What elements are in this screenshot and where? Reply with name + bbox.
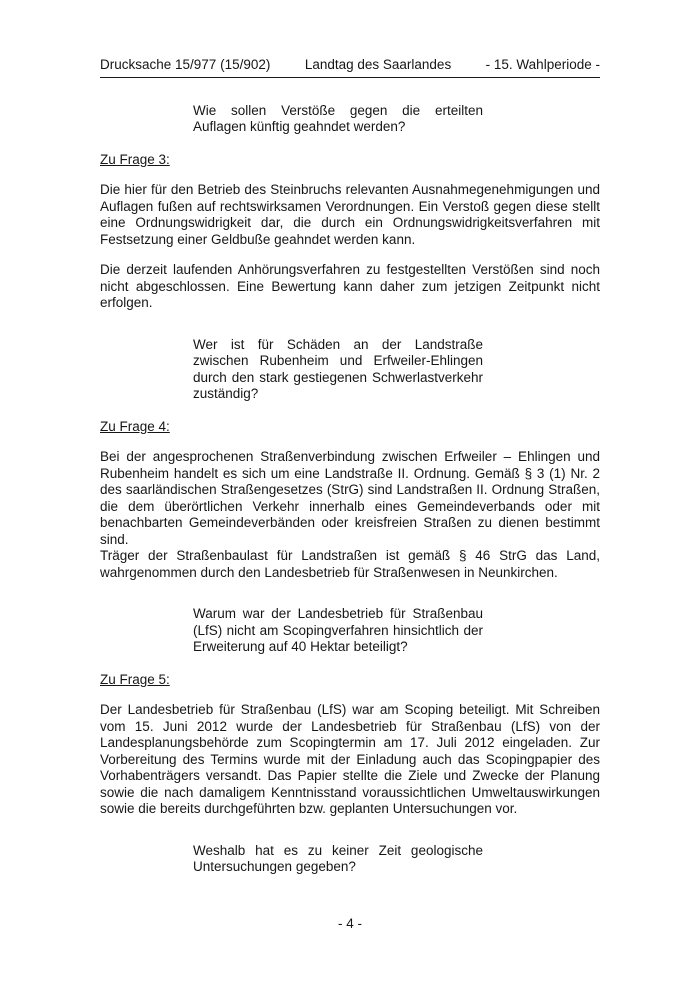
quoted-question-1: Wie sollen Verstöße gegen die erteilten Auflagen künftig geahndet werden?: [193, 102, 483, 134]
header-period: - 15. Wahlperiode -: [485, 57, 600, 72]
document-header: [100, 57, 600, 78]
heading-frage-4: Zu Frage 4:: [100, 418, 170, 434]
answer-frage-4-para-2: Träger der Straßenbaulast für Landstraßen ist gemäß § 46 StrG das Land, wahrgenommen durch den Landesbetrieb für Straßenwesen in Neunkirchen.: [100, 548, 600, 580]
answer-frage-3-para-2: Die derzeit laufenden Anhörungsverfahren zu festgestellten Verstößen sind noch nicht abgeschlossen. Eine Bewertung kann daher zum jetzigen Zeitpunkt nicht erfolgen.: [100, 262, 600, 310]
heading-frage-3: Zu Frage 3:: [100, 151, 170, 167]
header-doc-number: Drucksache 15/977 (15/902): [100, 57, 271, 72]
quoted-question-3: Warum war der Landesbetrieb für Straßenbau (LfS) nicht am Scopingverfahren hinsichtlich der Erweiterung auf 40 Hektar beteiligt?: [193, 606, 483, 654]
answer-frage-5-para-1: Der Landesbetrieb für Straßenbau (LfS) war am Scoping beteiligt. Mit Schreiben vom 15. Juni 2012 wurde der Landesbetrieb für Straßenbau (LfS) von der Landesplanungsbehörde zum Scopingtermin am 17. Juli 2012 eingeladen. Zur Vorbereitung des Termins wurde mit der Einladung auch das Scopingpapier des Vorhabenträgers versandt. Das Papier stellte die Ziele und Zwecke der Planung sowie die nach damaligem Kenntnisstand voraussichtlichen Umweltauswirkungen sowie die bereits durchgeführten bzw. geplanten Untersuchungen vor.: [100, 702, 600, 816]
answer-frage-3-para-1: Die hier für den Betrieb des Steinbruchs relevanten Ausnahmegenehmigungen und Auflagen fußen auf rechtswirksamen Verordnungen. Ein Verstoß gegen diese stellt eine Ordnungswidrigkeit dar, die durch ein Ordnungswidrigkeitsverfahren mit Festsetzung einer Geldbuße geahndet werden kann.: [100, 182, 600, 247]
quoted-question-4: Weshalb hat es zu keiner Zeit geologische Untersuchungen gegeben?: [193, 842, 483, 874]
heading-frage-5: Zu Frage 5:: [100, 671, 170, 687]
answer-frage-4-para-1: Bei der angesprochenen Straßenverbindung zwischen Erfweiler – Ehlingen und Rubenheim handelt es sich um eine Landstraße II. Ordnung. Gemäß § 3 (1) Nr. 2 des saarländischen Straßengesetzes (StrG) sind Landstraßen II. Ordnung Straßen, die dem überörtlichen Verkehr innerhalb eines Gemeindeverbands oder mit benachbarten Gemeindeverbänden oder kreisfreien Straßen zu dienen bestimmt sind.: [100, 449, 600, 547]
page-number: - 4 -: [337, 916, 362, 931]
answer-frage-4: [100, 449, 600, 581]
header-title: Landtag des Saarlandes: [304, 57, 452, 72]
quoted-question-2: Wer ist für Schäden an der Landstraße zwischen Rubenheim und Erfweiler-Ehlingen durch den stark gestiegenen Schwerlastverkehr zuständig?: [193, 336, 483, 401]
